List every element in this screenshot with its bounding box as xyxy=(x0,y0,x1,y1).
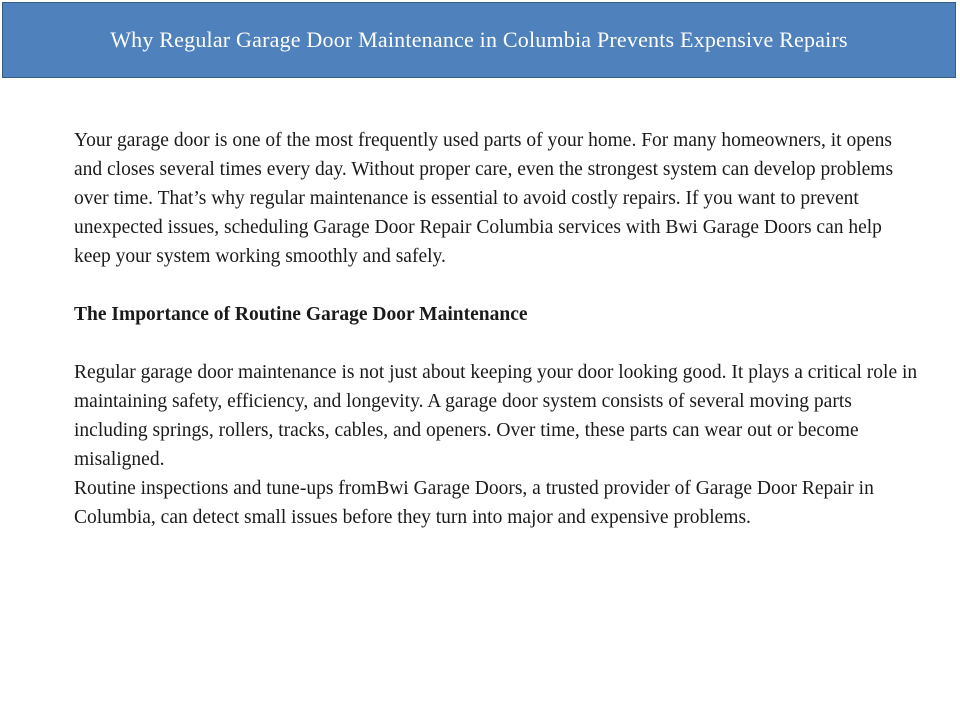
slide-title: Why Regular Garage Door Maintenance in Columbia Prevents Expensive Repairs xyxy=(110,27,848,52)
paragraph-spacer xyxy=(74,271,920,300)
intro-paragraph: Your garage door is one of the most frequently used parts of your home. For many homeowners, it opens and closes several times every day. Without proper care, even the strongest system can develop problems over time. That’s why regular maintenance is essential to avoid costly repairs. If you want to prevent unexpected issues, scheduling Garage Door Repair Columbia services with Bwi Garage Doors can help keep your system working smoothly and safely. xyxy=(74,130,894,267)
inspection-paragraph: Routine inspections and tune-ups fromBwi Garage Doors, a trusted provider of Garage Door Repair in Columbia, can detect small issues before they turn into major and expensive problems. xyxy=(74,478,874,528)
title-bar xyxy=(2,2,956,78)
section-heading: The Importance of Routine Garage Door Maintenance xyxy=(74,304,528,325)
maintenance-paragraph: Regular garage door maintenance is not just about keeping your door looking good. It plays a critical role in maintaining safety, efficiency, and longevity. A garage door system consists of several moving parts including springs, rollers, tracks, cables, and openers. Over time, these parts can wear out or become misaligned. xyxy=(74,362,918,470)
slide-content xyxy=(74,126,920,532)
paragraph-spacer xyxy=(74,329,920,358)
